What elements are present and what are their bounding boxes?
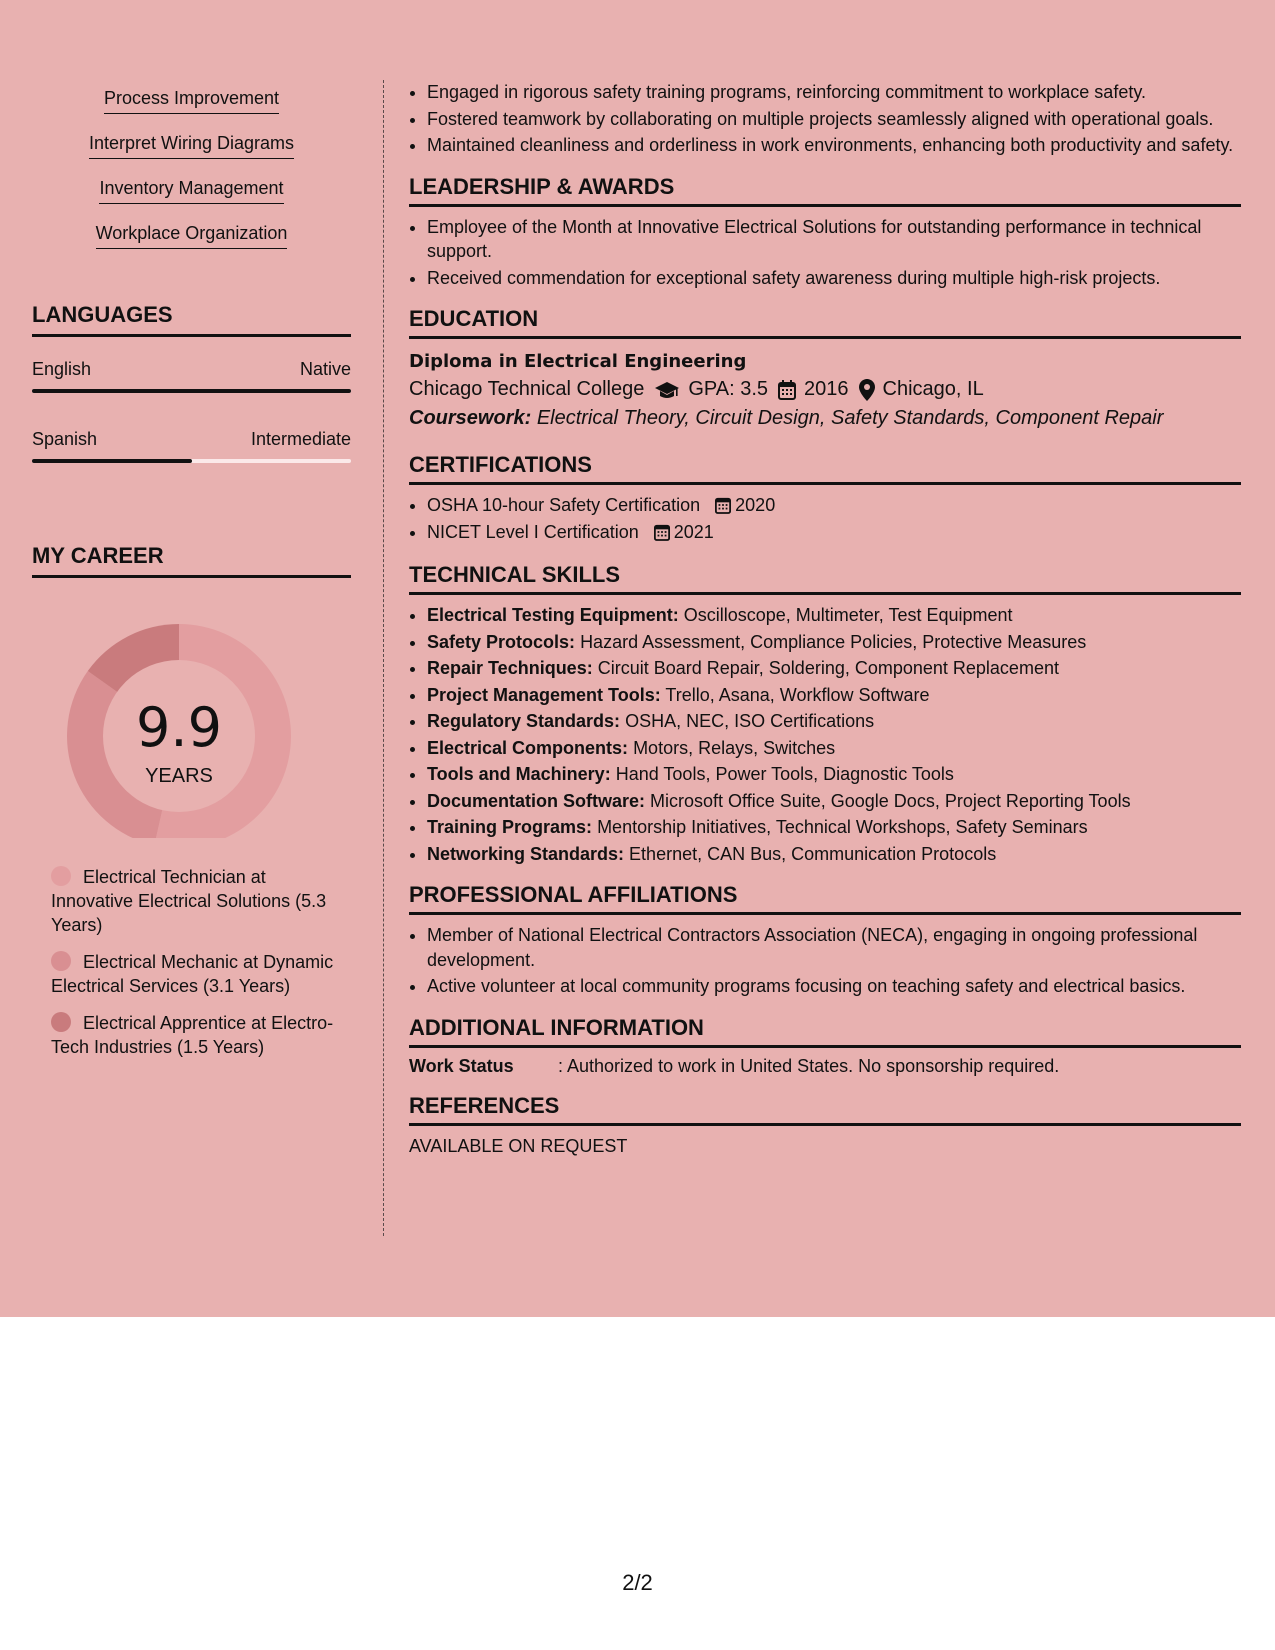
list-item <box>427 603 1241 628</box>
school-location: Chicago, IL <box>882 378 984 400</box>
career-item-label: Electrical Technician at Innovative Electrical Solutions (5.3 Years) <box>51 867 327 935</box>
skill-tag: Interpret Wiring Diagrams <box>89 133 294 159</box>
main-content <box>409 80 1241 1157</box>
column-divider <box>383 80 384 1236</box>
section-heading: CERTIFICATIONS <box>409 452 1241 485</box>
page-number: 2/2 <box>622 1570 653 1595</box>
skill-value: Mentorship Initiatives, Technical Workshops, Safety Seminars <box>597 817 1088 837</box>
skill-value: Motors, Relays, Switches <box>633 737 836 758</box>
skill-label: Training Programs: <box>427 817 593 837</box>
calendar-icon <box>715 496 731 514</box>
languages-section <box>32 302 351 463</box>
language-row <box>32 359 351 380</box>
list-item <box>427 656 1241 681</box>
legend-dot-icon <box>51 951 71 971</box>
skill-label: Safety Protocols: <box>427 631 576 652</box>
education-details <box>409 378 1241 401</box>
list-item <box>427 493 1241 518</box>
coursework-value: Electrical Theory, Circuit Design, Safety Standards, Component Repair <box>536 407 1164 429</box>
skill-tag: Process Improvement <box>104 88 279 114</box>
certification-name: OSHA 10-hour Safety Certification <box>427 495 701 515</box>
affiliations-list <box>409 923 1241 999</box>
list-item <box>427 683 1241 708</box>
career-item-label: Electrical Mechanic at Dynamic Electrical Services (3.1 Years) <box>51 952 334 996</box>
leadership-bullets <box>409 215 1241 291</box>
list-item <box>427 630 1241 655</box>
list-item: • Engaged in rigorous safety training programs, reinforcing commitment to workplace safety. <box>427 80 1241 105</box>
list-item <box>427 736 1241 761</box>
certifications-list <box>409 493 1241 544</box>
skill-label: Repair Techniques: <box>427 658 593 678</box>
degree-title: Diploma in Electrical Engineering <box>409 351 747 372</box>
list-item: • Received commendation for exceptional safety awareness during multiple high-risk projects. <box>427 266 1241 291</box>
coursework <box>409 407 1241 430</box>
list-item <box>427 520 1241 545</box>
language-bar-fill <box>32 459 192 463</box>
list-item <box>427 789 1241 814</box>
skill-value: Hazard Assessment, Compliance Policies, Protective Measures <box>580 631 1087 652</box>
skill-label: Regulatory Standards: <box>427 711 621 731</box>
career-total: 9.9 <box>136 696 222 759</box>
skill-label: Tools and Machinery: <box>427 764 611 784</box>
language-name: Spanish <box>32 429 98 449</box>
section-heading: REFERENCES <box>409 1093 1241 1126</box>
list-item <box>427 815 1241 840</box>
technical-skills-list <box>409 603 1241 866</box>
graduation-year: 2016 <box>804 378 849 400</box>
career-legend-item <box>32 950 351 998</box>
career-section <box>32 543 351 1059</box>
skill-tag: Workplace Organization <box>96 223 288 249</box>
section-heading: EDUCATION <box>409 306 1241 339</box>
school-name: Chicago Technical College <box>409 378 645 400</box>
skill-tags <box>32 80 351 260</box>
language-bar-fill <box>32 389 351 393</box>
career-legend <box>32 865 351 1059</box>
calendar-icon <box>654 523 670 541</box>
certification-year: 2020 <box>735 495 776 515</box>
career-heading: MY CAREER <box>32 543 351 578</box>
coursework-label: Coursework: <box>409 407 532 429</box>
skill-label: Electrical Components: <box>427 737 629 758</box>
list-item <box>427 842 1241 867</box>
language-bar <box>32 459 351 463</box>
skill-value: OSHA, NEC, ISO Certifications <box>625 711 875 731</box>
skill-tag: Inventory Management <box>99 178 283 204</box>
languages-heading: LANGUAGES <box>32 302 351 337</box>
certification-name: NICET Level I Certification <box>427 521 639 542</box>
skill-label: Networking Standards: <box>427 843 625 864</box>
language-level: Intermediate <box>250 429 351 449</box>
legend-dot-icon <box>51 866 71 886</box>
career-legend-item <box>32 865 351 937</box>
certification-year: 2021 <box>673 521 714 542</box>
skill-label: Documentation Software: <box>427 790 646 811</box>
graduation-cap-icon <box>654 380 680 400</box>
references-text: AVAILABLE ON REQUEST <box>409 1135 628 1156</box>
skill-label: Project Management Tools: <box>427 684 661 705</box>
list-item: • Employee of the Month at Innovative Electrical Solutions for outstanding performance in technical support. <box>427 215 1241 264</box>
list-item <box>427 762 1241 787</box>
career-item-label: Electrical Apprentice at Electro-Tech Industries (1.5 Years) <box>51 1013 334 1057</box>
language-row <box>32 429 351 450</box>
career-unit: YEARS <box>145 765 213 787</box>
section-heading: PROFESSIONAL AFFILIATIONS <box>409 882 1241 915</box>
skill-label: Electrical Testing Equipment: <box>427 605 679 625</box>
gpa: GPA: 3.5 <box>688 378 769 400</box>
career-donut-chart <box>32 578 351 838</box>
skill-value: Circuit Board Repair, Soldering, Component Replacement <box>597 658 1059 678</box>
career-legend-item <box>32 1011 351 1059</box>
list-item: • Fostered teamwork by collaborating on multiple projects seamlessly aligned with operational goals. <box>427 107 1241 132</box>
section-heading: TECHNICAL SKILLS <box>409 562 1241 595</box>
skill-value: Ethernet, CAN Bus, Communication Protocols <box>629 843 997 864</box>
language-bar <box>32 389 351 393</box>
sidebar <box>32 80 351 1072</box>
list-item: • Member of National Electrical Contractors Association (NECA), engaging in ongoing professional development. <box>427 923 1241 972</box>
legend-dot-icon <box>51 1012 71 1032</box>
skill-value: Microsoft Office Suite, Google Docs, Project Reporting Tools <box>650 790 1131 811</box>
work-status-label: Work Status <box>409 1055 514 1076</box>
section-heading: LEADERSHIP & AWARDS <box>409 174 1241 207</box>
list-item: • Maintained cleanliness and orderliness in work environments, enhancing both productivity and safety. <box>427 133 1241 158</box>
calendar-icon <box>778 380 796 400</box>
work-status <box>409 1056 1241 1077</box>
map-pin-icon <box>859 379 875 401</box>
list-item <box>427 709 1241 734</box>
skill-value: Oscilloscope, Multimeter, Test Equipment <box>683 605 1013 625</box>
skill-value: Hand Tools, Power Tools, Diagnostic Tools <box>615 764 954 784</box>
language-name: English <box>32 359 92 379</box>
experience-bullets <box>409 80 1241 158</box>
skill-value: Trello, Asana, Workflow Software <box>665 684 930 705</box>
language-level: Native <box>299 359 351 379</box>
list-item: • Active volunteer at local community programs focusing on teaching safety and electrical basics. <box>427 974 1241 999</box>
work-status-value: : Authorized to work in United States. No sponsorship required. <box>558 1055 1060 1076</box>
section-heading: ADDITIONAL INFORMATION <box>409 1015 1241 1048</box>
